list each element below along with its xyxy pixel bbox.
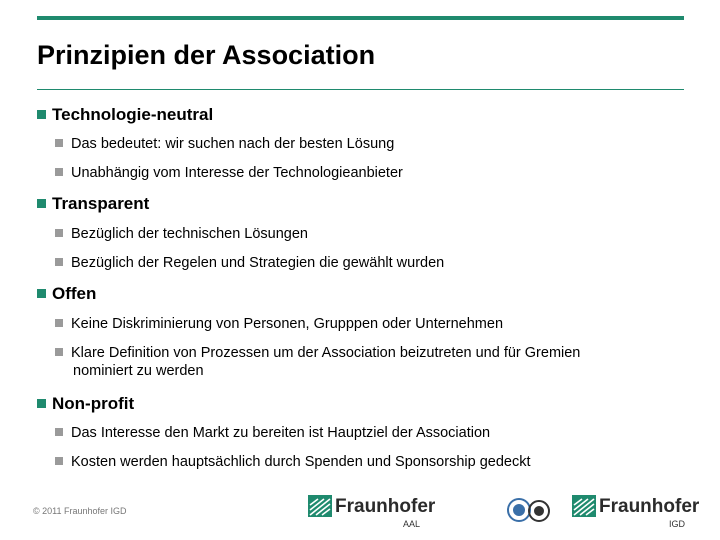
fraunhofer-igd-logo: Fraunhofer IGD [572, 495, 687, 530]
certification-seal-icon [506, 497, 552, 523]
list-item: Bezüglich der Regelen und Strategien die gewählt wurden [55, 255, 444, 271]
list-item: Kosten werden hauptsächlich durch Spenden und Sponsorship gedeckt [55, 454, 530, 470]
section-heading-technologie-neutral: Technologie-neutral [37, 105, 213, 125]
list-item: Das Interesse den Markt zu bereiten ist Hauptziel der Association [55, 425, 490, 441]
square-bullet-icon [55, 229, 63, 237]
square-bullet-icon [37, 110, 46, 119]
list-item: Bezüglich der technischen Lösungen [55, 226, 308, 242]
section-heading-non-profit: Non-profit [37, 394, 134, 414]
square-bullet-icon [55, 428, 63, 436]
list-item: Unabhängig vom Interesse der Technologieanbieter [55, 165, 403, 181]
square-bullet-icon [37, 199, 46, 208]
section-heading-offen: Offen [37, 284, 96, 304]
square-bullet-icon [55, 139, 63, 147]
square-bullet-icon [55, 258, 63, 266]
square-bullet-icon [37, 399, 46, 408]
list-item: Das bedeutet: wir suchen nach der besten Lösung [55, 136, 394, 152]
fraunhofer-mark-icon [572, 495, 596, 517]
square-bullet-icon [37, 289, 46, 298]
list-item: Klare Definition von Prozessen um der Association beizutreten und für Gremien nominiert zu werden [55, 345, 580, 361]
fraunhofer-aal-logo: Fraunhofer AAL [308, 495, 423, 530]
list-item: Keine Diskriminierung von Personen, Grupppen oder Unternehmen [55, 316, 503, 332]
square-bullet-icon [55, 319, 63, 327]
fraunhofer-mark-icon [308, 495, 332, 517]
square-bullet-icon [55, 348, 63, 356]
title-divider [37, 89, 684, 90]
square-bullet-icon [55, 168, 63, 176]
top-accent-rule [37, 16, 684, 20]
section-heading-transparent: Transparent [37, 194, 149, 214]
slide-title: Prinzipien der Association [37, 40, 376, 70]
square-bullet-icon [55, 457, 63, 465]
copyright-text: © 2011 Fraunhofer IGD [33, 506, 127, 516]
